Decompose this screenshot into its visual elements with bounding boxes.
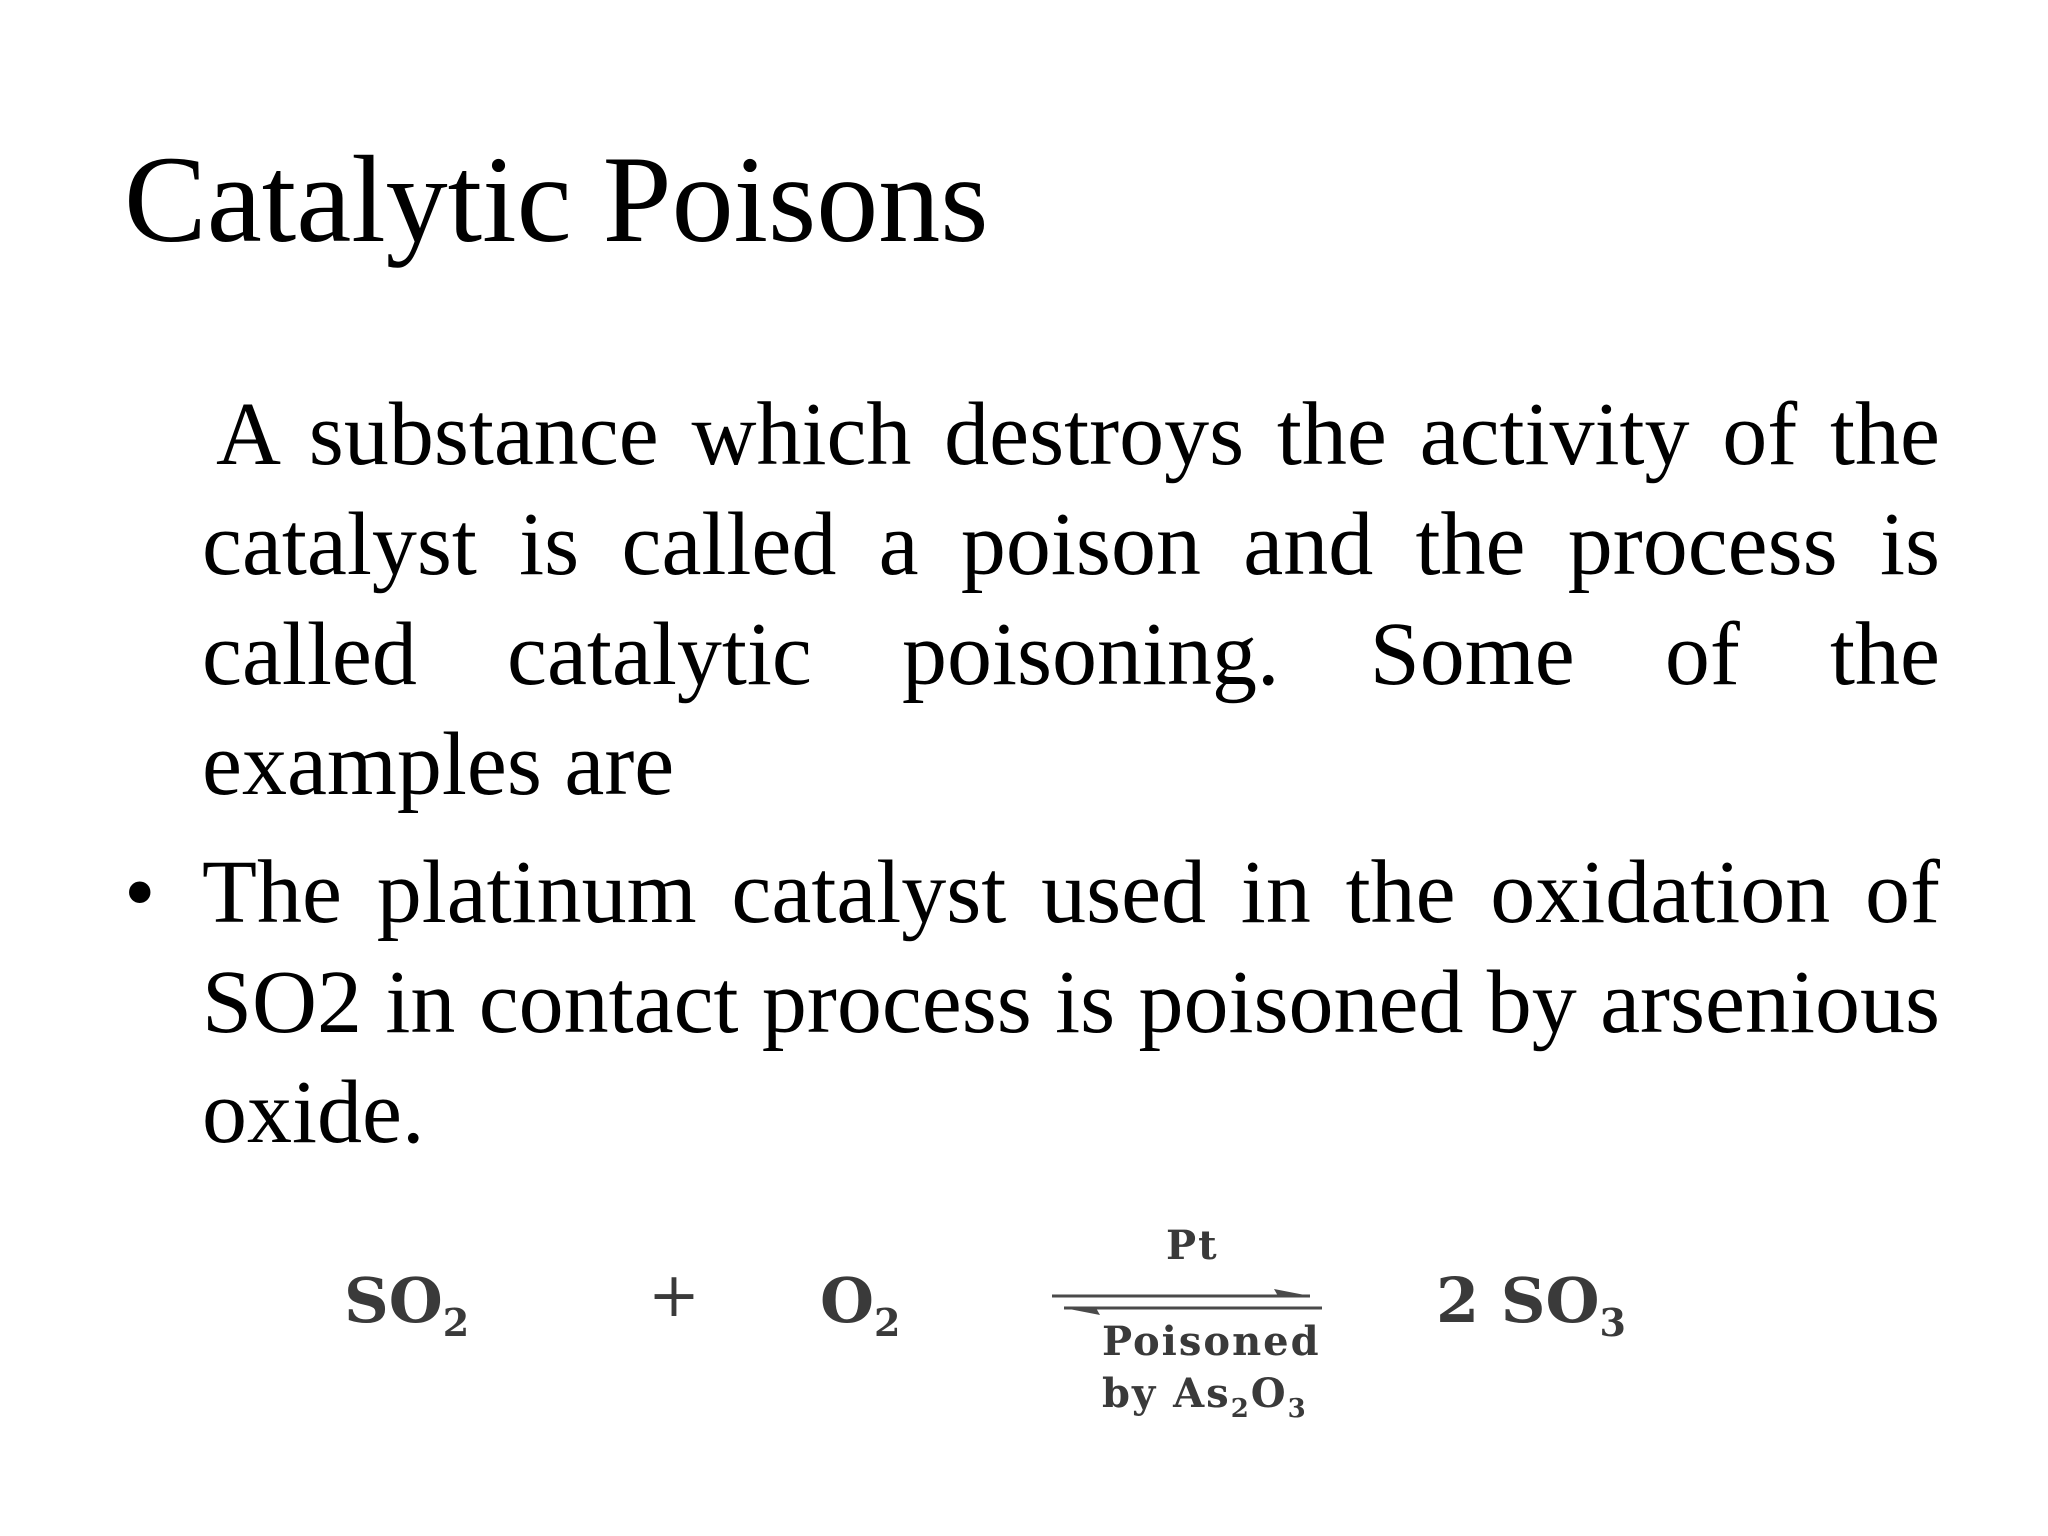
- equilibrium-arrows-icon: [1048, 1284, 1328, 1318]
- product-2so3: 2 $SO_3$: [1436, 1264, 1626, 1345]
- slide-title: Catalytic Poisons: [124, 131, 989, 268]
- reactant-so2: $SO_2$: [344, 1264, 470, 1345]
- condition-poisoned: Poisoned: [1102, 1318, 1321, 1365]
- intro-paragraph: A substance which destroys the activity of the catalyst is called a poison and the process is called catalytic poisoning. Some of the examples are: [202, 385, 1940, 814]
- bullet-text: The platinum catalyst used in the oxidation of SO2 in contact process is poisoned by arsenious oxide.: [202, 843, 1940, 1162]
- reactant-o2: $O_2$: [820, 1264, 901, 1345]
- condition-by-as2o3: by $As_2O_3$: [1102, 1370, 1308, 1424]
- bullet-icon: •: [124, 843, 156, 942]
- catalyst-label: Pt: [1166, 1222, 1219, 1269]
- plus-sign: +: [648, 1258, 700, 1331]
